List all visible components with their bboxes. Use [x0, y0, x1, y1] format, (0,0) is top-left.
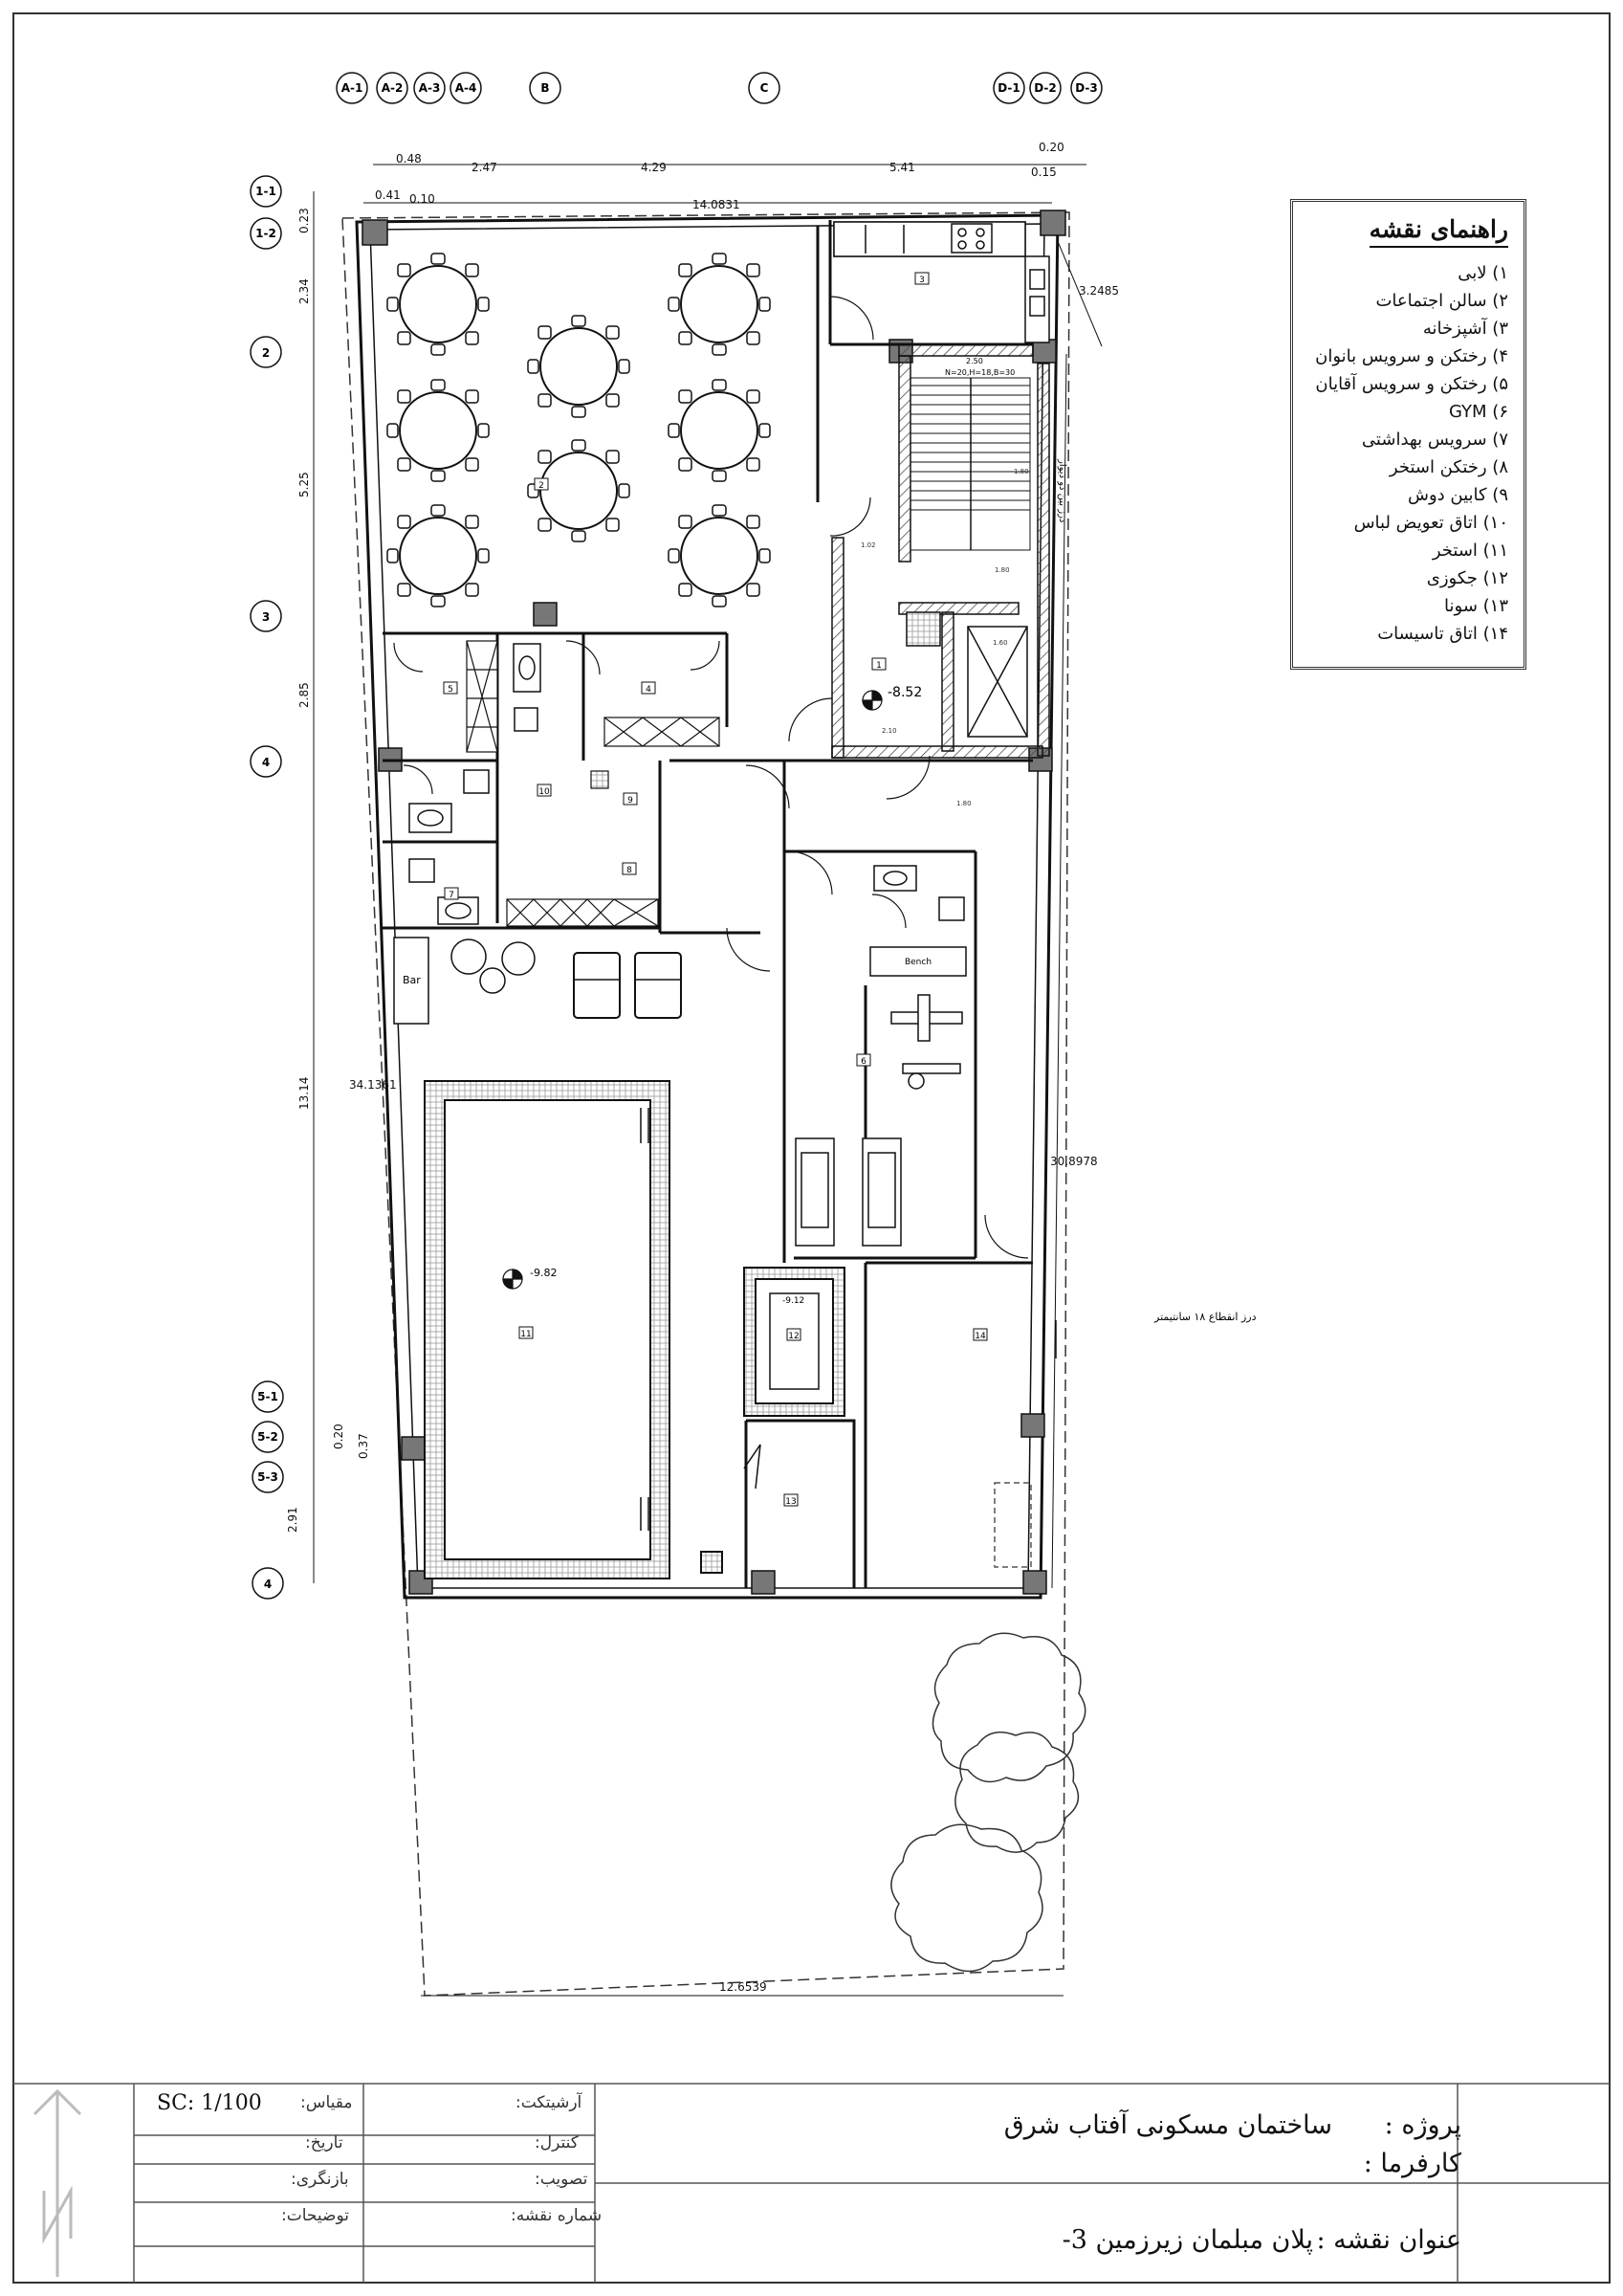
grid-label-5-3: 5-3: [257, 1470, 278, 1484]
room-tag-kitchen: 3: [919, 276, 925, 285]
north-label: N: [55, 2160, 56, 2161]
architect-label: آرشیتکت:: [515, 2093, 582, 2112]
revision-label: بازنگری:: [291, 2170, 349, 2189]
grid-label-4-top: 4: [261, 756, 271, 769]
legend-title: راهنمای نقشه: [1370, 215, 1508, 248]
notes-label: توضیحات:: [281, 2206, 349, 2225]
svg-text:1.80: 1.80: [995, 566, 1010, 574]
room-tag-assembly-hall: 2: [538, 481, 544, 491]
legend-item: ۳) آشپزخانه: [1422, 319, 1508, 339]
bench-label: Bench: [904, 958, 932, 967]
grid-labels-left: [255, 185, 278, 1591]
jacuzzi: [744, 1268, 844, 1416]
room-tag-shower: 9: [627, 796, 633, 806]
grid-label-b: B: [540, 81, 550, 95]
lobby-level: -8.52: [888, 685, 923, 700]
title-block: [13, 2084, 1610, 2283]
plant-room-equipment: [995, 1483, 1031, 1567]
project-label: پروژه :: [1384, 2110, 1461, 2140]
dim-left-2-34: 2.34: [297, 278, 311, 304]
scale-value: SC: 1/100: [157, 2091, 262, 2115]
locker-rows: [467, 641, 719, 926]
client-label: کارفرما :: [1363, 2149, 1461, 2178]
room-tag-gym: 6: [861, 1057, 866, 1067]
room-tag-jacuzzi: 12: [788, 1332, 800, 1341]
dim-left-5-25: 5.25: [297, 472, 311, 497]
dim-top-2-47: 2.47: [472, 161, 497, 174]
svg-text:1.02: 1.02: [861, 541, 876, 549]
room-tag-plant-room: 14: [975, 1332, 986, 1341]
dim-top-5-41: 5.41: [889, 161, 915, 174]
grid-label-d1: D-1: [998, 81, 1020, 95]
room-tag-wc: 7: [449, 891, 454, 900]
legend-item: ۵) رختکن و سرویس آقایان: [1315, 374, 1508, 394]
legend-item: ۱۱) استخر: [1432, 541, 1508, 561]
sheet-number-label: شماره نقشه:: [511, 2206, 603, 2225]
dim-left-2-91: 2.91: [286, 1507, 299, 1533]
dim-left-0-20: 0.20: [332, 1424, 345, 1449]
dim-top-0-15: 0.15: [1031, 166, 1057, 179]
stair-note: N=20,H=18,B=30: [945, 368, 1016, 377]
pool: [425, 1081, 722, 1578]
grid-label-d3: D-3: [1075, 81, 1098, 95]
dim-width-bottom: 12.6539: [719, 1980, 767, 1994]
control-label: کنترل:: [535, 2133, 579, 2152]
dim-top-0-41: 0.41: [375, 188, 401, 202]
svg-text:1.80: 1.80: [1014, 468, 1029, 475]
grid-label-2: 2: [261, 346, 271, 360]
map-legend: [1290, 199, 1526, 670]
wall-gap-note: درز بین دو دیوار: [1057, 459, 1067, 523]
scale-label: مقیاس:: [300, 2093, 353, 2112]
legend-item: ۸) رختکن استخر: [1389, 457, 1508, 477]
room-tag-sauna: 13: [785, 1497, 797, 1507]
grid-bubbles-top: [337, 73, 1102, 103]
room-tag-ladies-changing: 4: [646, 685, 651, 695]
dim-width-top: 14.0831: [692, 198, 740, 211]
approval-label: تصویب:: [535, 2170, 588, 2189]
legend-item: ۴) رختکن و سرویس بانوان: [1315, 346, 1508, 366]
jacuzzi-level: -9.12: [782, 1296, 805, 1306]
dim-left-2-85: 2.85: [297, 682, 311, 708]
room-tag-gents-changing: 5: [448, 685, 453, 695]
grid-label-5-2: 5-2: [257, 1430, 278, 1444]
project-value: ساختمان مسکونی آفتاب شرق: [1003, 2110, 1332, 2140]
kitchen-furniture: [834, 222, 1049, 342]
legend-item: ۱) لابی: [1458, 263, 1508, 283]
gym-equipment: [796, 947, 966, 1246]
grid-label-1-2: 1-2: [255, 227, 276, 240]
legend-item: ۷) سرویس بهداشتی: [1361, 430, 1508, 450]
room-tag-pool: 11: [520, 1330, 532, 1339]
drawing-title-label: عنوان نقشه :: [1316, 2225, 1461, 2255]
svg-text:1.60: 1.60: [993, 639, 1008, 647]
grid-labels-top: [341, 81, 1098, 95]
dim-top-0-48: 0.48: [396, 152, 422, 166]
date-label: تاریخ:: [305, 2133, 343, 2152]
dim-right-upper: 3.2485: [1079, 284, 1119, 298]
room-tag-dressing: 10: [538, 787, 550, 797]
svg-text:1.80: 1.80: [956, 800, 972, 807]
svg-text:2.10: 2.10: [882, 727, 897, 735]
stair: [910, 378, 1030, 550]
drawing-title-value: پلان مبلمان زیرزمین 3-: [1062, 2225, 1313, 2255]
dim-left-0-37: 0.37: [357, 1433, 370, 1459]
elevator: [907, 612, 1027, 737]
lounge-furniture: [394, 938, 681, 1024]
dim-left-length: 34.1361: [349, 1078, 397, 1092]
legend-item: ۱۰) اتاق تعویض لباس: [1353, 513, 1508, 533]
stair-width: 2.50: [966, 357, 983, 365]
dimension-texts-vertical: [286, 208, 370, 1533]
dim-left-13-14: 13.14: [297, 1076, 311, 1110]
dim-top-0-20: 0.20: [1039, 141, 1064, 154]
grid-label-a3: A-3: [418, 81, 441, 95]
grid-label-1-1: 1-1: [255, 185, 276, 198]
legend-item: ۱۲) جکوزی: [1426, 568, 1508, 588]
legend-item: ۲) سالن اجتماعات: [1375, 291, 1508, 311]
landscape-trees: [891, 1633, 1086, 1971]
grid-label-c: C: [759, 81, 769, 95]
grid-label-4-bottom: 4: [263, 1578, 273, 1591]
bar-label: Bar: [403, 974, 421, 986]
grid-label-d2: D-2: [1034, 81, 1057, 95]
legend-item: ۹) کابین دوش: [1407, 485, 1508, 505]
room-tag-pool-changing: 8: [626, 866, 632, 875]
dim-top-4-29: 4.29: [641, 161, 667, 174]
grid-label-a1: A-1: [340, 81, 363, 95]
legend-item: ۱۳) سونا: [1444, 596, 1508, 616]
legend-item: ۶) GYM: [1449, 402, 1508, 422]
assembly-hall-tables: [387, 254, 770, 607]
grid-label-5-1: 5-1: [257, 1390, 278, 1403]
expansion-joint-note: درز انقطاع ۱۸ سانتیمتر: [1154, 1311, 1257, 1323]
grid-bubbles-left: [251, 176, 283, 1599]
room-tag-lobby: 1: [876, 661, 882, 671]
grid-label-3: 3: [261, 610, 271, 624]
dim-top-0-10: 0.10: [409, 192, 435, 206]
grid-label-a2: A-2: [381, 81, 404, 95]
dim-left-0-23: 0.23: [297, 208, 311, 233]
grid-label-a4: A-4: [454, 81, 477, 95]
pool-level: -9.82: [530, 1267, 558, 1279]
dim-right-length: 30.8978: [1050, 1155, 1098, 1168]
legend-item: ۱۴) اتاق تاسیسات: [1377, 624, 1508, 644]
